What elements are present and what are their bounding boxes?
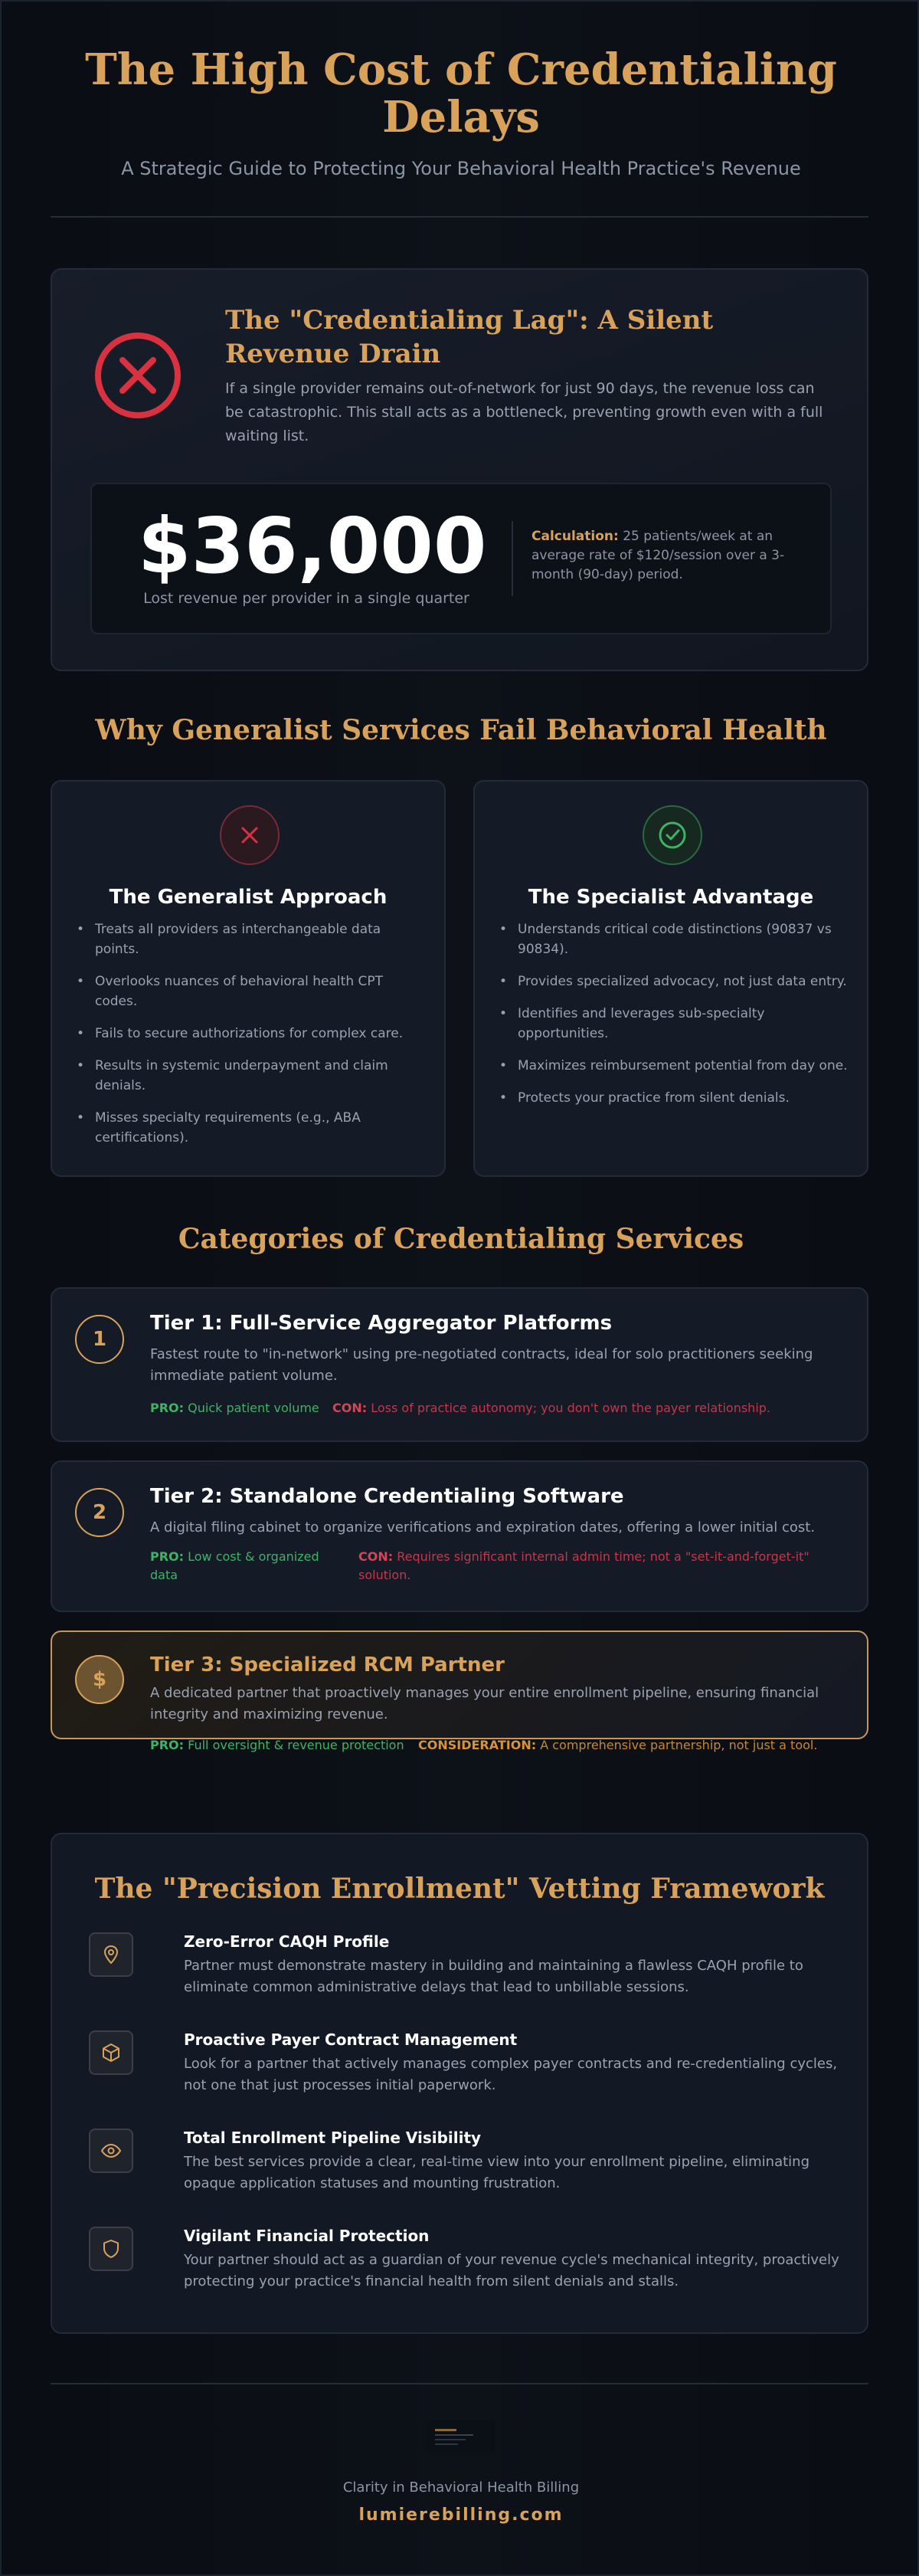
list-item: • Fails to secure authorizations for complex care. (75, 1024, 427, 1044)
revenue-loss-amount: $36,000 (138, 501, 487, 591)
footer-website-link[interactable]: lumierebilling.com (358, 2506, 564, 2525)
tier-number-badge: 2 (75, 1488, 124, 1537)
page-header (2, 46, 919, 179)
framework-item-title: Total Enrollment Pipeline Visibility (184, 2129, 482, 2147)
con-text: Requires significant internal admin time; not a "set-it-and-forget-it" solution. (358, 1549, 809, 1582)
framework-item-desc: Your partner should act as a guardian of your revenue cycle's mechanical integrity, proactively protecting your practice's financial health from silent denials and stalls. (184, 2252, 839, 2289)
revenue-loss-caption: Lost revenue per provider in a single quarter (143, 590, 469, 607)
revenue-loss-stat (90, 483, 832, 634)
header-divider (51, 216, 868, 218)
lag-description: If a single provider remains out-of-network for just 90 days, the revenue loss can be catastrophic. This stall acts as a bottleneck, preventing growth even with a full waiting list. (225, 380, 823, 444)
tier-description: A dedicated partner that proactively manages your entire enrollment pipeline, ensuring financial integrity and maximizing revenue. (150, 1685, 819, 1722)
tier-pro (150, 1548, 334, 1585)
why-section-title: Why Generalist Services Fail Behavioral Health (95, 714, 827, 746)
tier-description: Fastest route to "in-network" using pre-negotiated contracts, ideal for solo practitioners seeking immediate patient volume. (150, 1346, 813, 1384)
x-circle-icon (93, 331, 182, 420)
specialist-card (473, 780, 868, 1177)
calculation-label: Calculation: (531, 529, 619, 544)
pro-text: Full oversight & revenue protection (184, 1738, 404, 1752)
tier-3-card (51, 1630, 868, 1752)
categories-section-title: Categories of Credentialing Services (178, 1223, 744, 1255)
framework-title: The "Precision Enrollment" Vetting Framework (94, 1873, 825, 1905)
con-label: CON: (332, 1401, 368, 1415)
list-item: • Provides specialized advocacy, not just data entry. (498, 972, 850, 991)
tier-title: Tier 3: Specialized RCM Partner (150, 1653, 505, 1676)
tier-pro (150, 1399, 319, 1417)
dollar-icon: $ (75, 1655, 124, 1704)
tier-description: A digital filing cabinet to organize verifications and expiration dates, offering a lower initial cost. (150, 1519, 816, 1535)
con-label: CON: (358, 1549, 394, 1564)
list-item: • Protects your practice from silent denials. (498, 1088, 850, 1108)
pro-text: Low cost & organized data (150, 1549, 319, 1582)
consideration-text: A comprehensive partnership, not just a tool. (536, 1738, 818, 1752)
pro-label: PRO: (150, 1401, 185, 1415)
list-item: • Maximizes reimbursement potential from day one. (498, 1056, 850, 1076)
pro-label: PRO: (150, 1549, 185, 1564)
page-subtitle: A Strategic Guide to Protecting Your Behavioral Health Practice's Revenue (121, 158, 801, 179)
generalist-card (51, 780, 446, 1177)
tier-con (358, 1548, 849, 1585)
list-item: • Misses specialty requirements (e.g., ABA certifications). (75, 1108, 427, 1148)
tier-consideration (418, 1736, 817, 1755)
footer-divider (51, 2383, 868, 2384)
footer-tagline: Clarity in Behavioral Health Billing (342, 2479, 580, 2496)
calculation-note (531, 527, 807, 585)
lag-title: The "Credentialing Lag": A Silent Revenue Drain (225, 305, 714, 369)
generalist-title: The Generalist Approach (109, 886, 388, 909)
generalist-list (75, 919, 427, 1160)
framework-item-title: Vigilant Financial Protection (184, 2227, 430, 2245)
check-circle-icon (642, 805, 703, 866)
specialist-title: The Specialist Advantage (528, 886, 814, 909)
tier-1-card (51, 1287, 868, 1442)
specialist-list (498, 919, 850, 1120)
list-item: • Overlooks nuances of behavioral health CPT codes. (75, 972, 427, 1011)
credentialing-lag-card (51, 268, 868, 671)
brand-logo (427, 2420, 495, 2455)
stat-divider (512, 521, 513, 596)
con-text: Loss of practice autonomy; you don't own the payer relationship. (367, 1401, 771, 1415)
list-item: • Treats all providers as interchangeable data points. (75, 919, 427, 959)
tier-number-badge: 1 (75, 1315, 124, 1364)
tier-2-card (51, 1460, 868, 1612)
x-circle-icon (219, 805, 280, 866)
list-item: • Identifies and leverages sub-specialty opportunities. (498, 1004, 850, 1044)
tier-con (332, 1399, 770, 1417)
tier-pro (150, 1736, 404, 1755)
cube-icon (89, 2030, 133, 2075)
calculation-text: 25 patients/week at an average rate of $120/session over a 3-month (90-day) period. (531, 529, 785, 582)
shield-icon (89, 2227, 133, 2271)
eye-icon (89, 2129, 133, 2173)
pro-text: Quick patient volume (184, 1401, 319, 1415)
framework-item-desc: Look for a partner that actively manages complex payer contracts and re-credentialing cycles, not one that just processes initial paperwork. (184, 2056, 838, 2093)
framework-item-title: Proactive Payer Contract Management (184, 2030, 518, 2049)
list-item: • Results in systemic underpayment and claim denials. (75, 1056, 427, 1096)
consideration-label: CONSIDERATION: (418, 1738, 537, 1752)
page-title: The High Cost of Credentialing Delays (85, 44, 837, 143)
framework-item-desc: The best services provide a clear, real-time view into your enrollment pipeline, eliminating opaque application statuses and mounting frustration. (184, 2154, 810, 2191)
tier-title: Tier 2: Standalone Credentialing Software (150, 1485, 624, 1508)
vetting-framework-card (51, 1833, 868, 2334)
framework-item-title: Zero-Error CAQH Profile (184, 1932, 390, 1951)
framework-item-desc: Partner must demonstrate mastery in building and maintaining a flawless CAQH profile to eliminate common administrative delays that lead to unbillable sessions. (184, 1958, 803, 1995)
location-pin-icon (89, 1932, 133, 1977)
tier-title: Tier 1: Full-Service Aggregator Platforms (150, 1312, 613, 1335)
pro-label: PRO: (150, 1738, 185, 1752)
list-item: • Understands critical code distinctions (90837 vs 90834). (498, 919, 850, 959)
